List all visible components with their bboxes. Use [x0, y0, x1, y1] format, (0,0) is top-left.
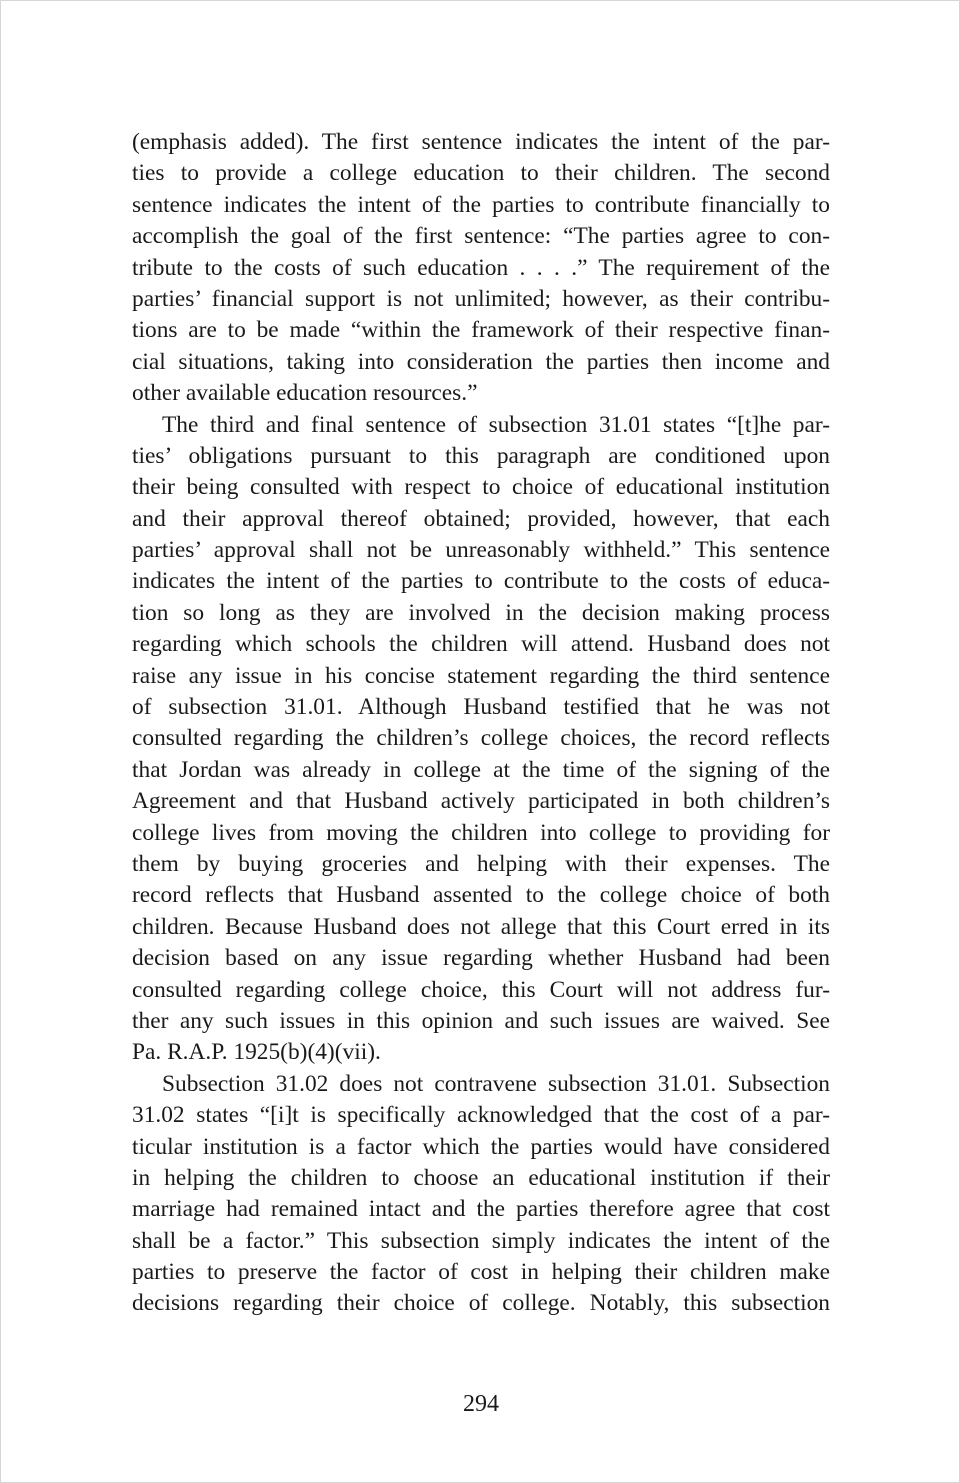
text-line: marriage had remained intact and the parties therefore agree that cost — [132, 1196, 830, 1223]
text-line: tribute to the costs of such education . . . .” The requirement of the — [132, 254, 830, 281]
text-line: other available education resources.” — [132, 380, 478, 407]
text-line: 31.02 states “[i]t is specifically acknowledged that the cost of a par- — [132, 1102, 830, 1129]
text-line: tions are to be made “within the framework of their respective finan- — [132, 317, 830, 344]
text-line: parties to preserve the factor of cost in helping their children make — [132, 1259, 830, 1286]
text-line: their being consulted with respect to choice of educational institution — [132, 474, 830, 501]
text-line: Pa. R.A.P. 1925(b)(4)(vii). — [132, 1039, 381, 1066]
text-line: and their approval thereof obtained; provided, however, that each — [132, 505, 830, 532]
paragraph-1 — [132, 127, 830, 410]
text-line: tion so long as they are involved in the decision making process — [132, 599, 830, 626]
text-line: raise any issue in his concise statement regarding the third sentence — [132, 662, 830, 689]
text-line: consulted regarding the children’s college choices, the record reflects — [132, 725, 830, 752]
text-line: record reflects that Husband assented to the college choice of both — [132, 882, 830, 909]
text-line: ticular institution is a factor which the parties would have considered — [132, 1133, 830, 1160]
text-line: accomplish the goal of the first sentence: “The parties agree to con- — [132, 223, 830, 250]
text-line: decision based on any issue regarding whether Husband had been — [132, 945, 830, 972]
page-number: 294 — [463, 1391, 499, 1417]
text-line: of subsection 31.01. Although Husband testified that he was not — [132, 694, 830, 721]
text-line: children. Because Husband does not allege that this Court erred in its — [132, 913, 830, 940]
text-line: that Jordan was already in college at the time of the signing of the — [132, 756, 830, 783]
text-line: parties’ approval shall not be unreasonably withheld.” This sentence — [132, 537, 830, 564]
paragraph-2 — [132, 410, 830, 1069]
text-line: shall be a factor.” This subsection simply indicates the intent of the — [132, 1227, 830, 1254]
text-line: (emphasis added). The first sentence indicates the intent of the par- — [132, 129, 830, 155]
text-line: indicates the intent of the parties to contribute to the costs of educa- — [132, 568, 830, 595]
text-line: Subsection 31.02 does not contravene subsection 31.01. Subsection — [162, 1070, 830, 1097]
text-line: Agreement and that Husband actively participated in both children’s — [132, 788, 830, 815]
text-line: college lives from moving the children into college to providing for — [132, 819, 830, 846]
text-line: consulted regarding college choice, this Court will not address fur- — [132, 976, 830, 1003]
text-line: ties’ obligations pursuant to this paragraph are conditioned upon — [132, 442, 830, 469]
text-line: cial situations, taking into consideration the parties then income and — [132, 348, 830, 375]
paragraph-3 — [132, 1069, 830, 1320]
body-text — [132, 127, 830, 1320]
text-line: decisions regarding their choice of college. Notably, this subsection — [132, 1290, 830, 1317]
text-line: ther any such issues in this opinion and such issues are waived. See — [132, 1007, 830, 1034]
text-line: sentence indicates the intent of the parties to contribute financially to — [132, 191, 830, 218]
text-line: ties to provide a college education to their children. The second — [132, 160, 830, 187]
text-line: The third and final sentence of subsection 31.01 states “[t]he par- — [162, 411, 830, 438]
text-line: regarding which schools the children will attend. Husband does not — [132, 631, 830, 658]
text-line: parties’ financial support is not unlimited; however, as their contribu- — [132, 285, 830, 312]
text-line: them by buying groceries and helping with their expenses. The — [132, 850, 830, 877]
text-line: in helping the children to choose an educational institution if their — [132, 1164, 830, 1191]
